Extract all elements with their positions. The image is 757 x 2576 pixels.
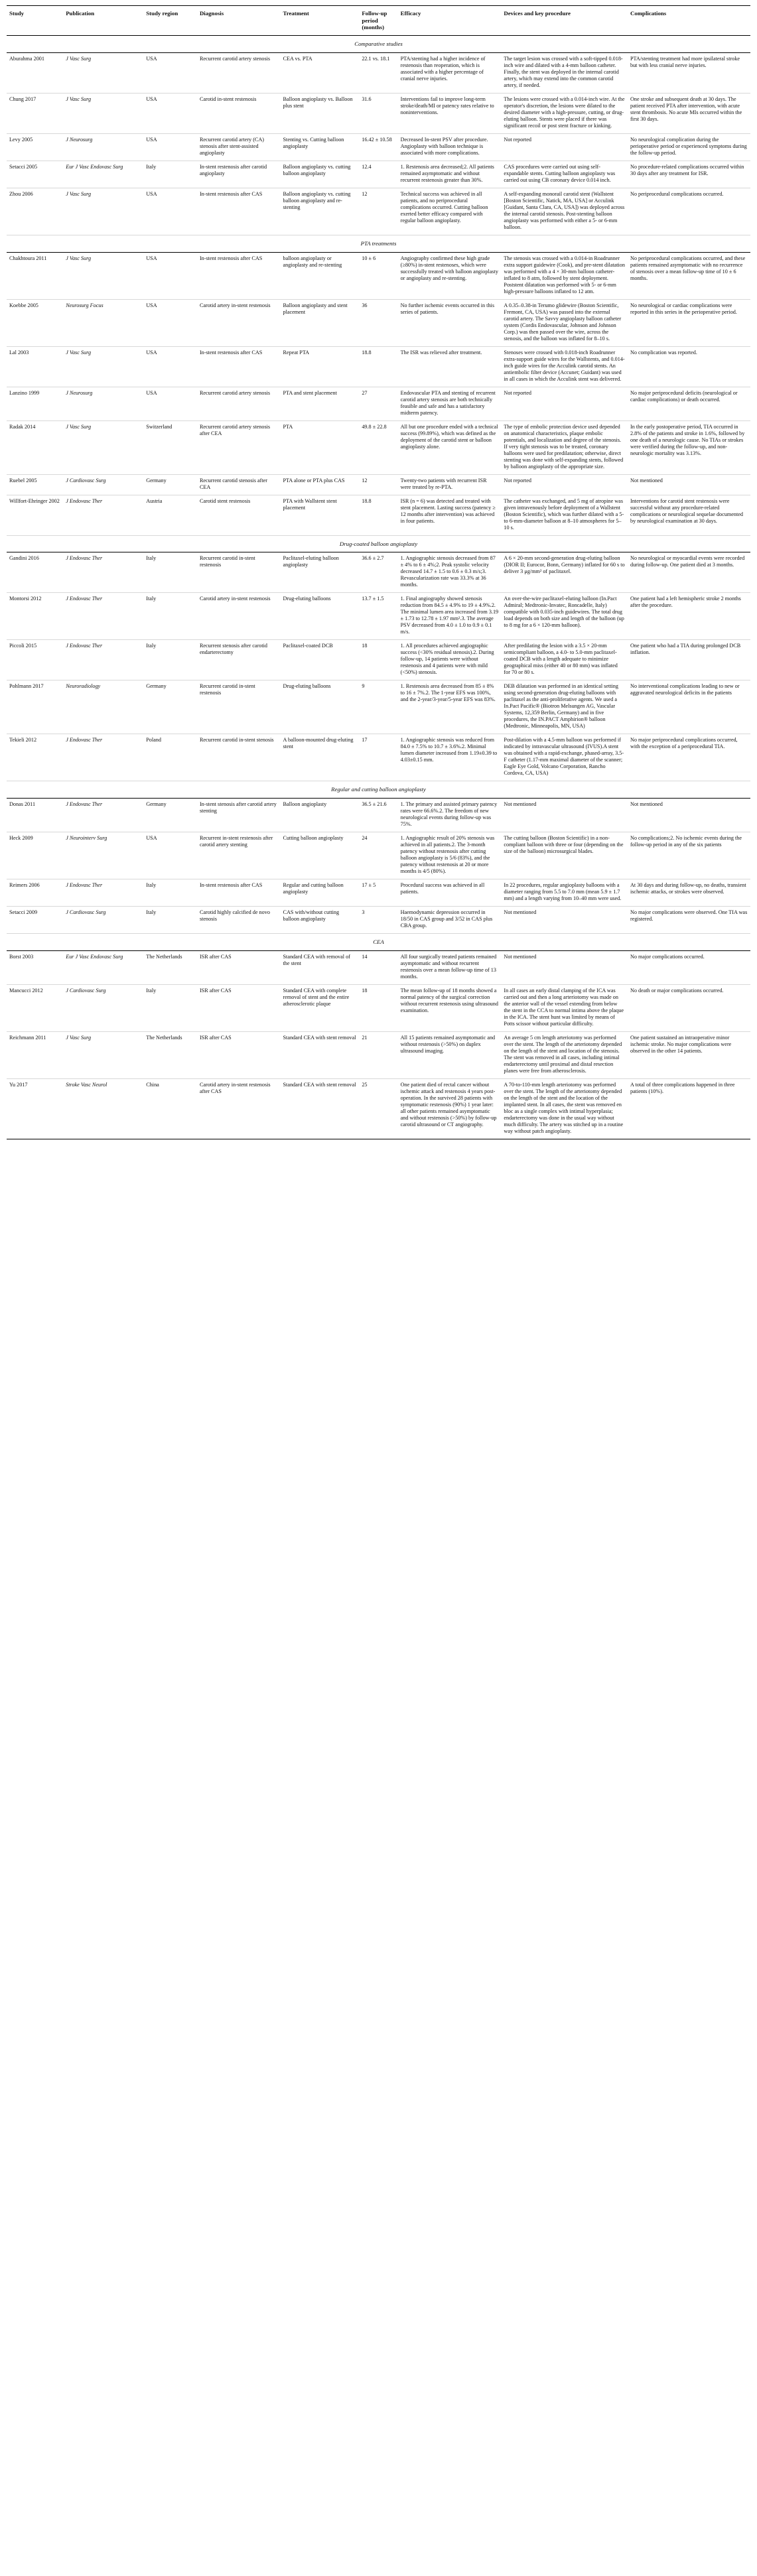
cell-devices: Not mentioned bbox=[501, 799, 628, 832]
cell-publication: J Endovasc Ther bbox=[63, 879, 143, 907]
table-row bbox=[7, 474, 750, 495]
cell-efficacy: 1. Angiographic stenosis was reduced from 84.0 ± 7.5% to 10.7 ± 3.6%.2. Minimal lumen diameter increased from 1.19±0.39 to 4.03±0.15 mm. bbox=[398, 734, 502, 781]
cell-followup: 31.6 bbox=[359, 93, 397, 133]
cell-devices: After predilating the lesion with a 3.5 × 20-mm semicompliant balloon, a 4.0- to 5.0-mm paclitaxel-coated DCB with a length adequate to minimize geographical miss (either 40 or 80 mm) was inflated for 70 or 80 s. bbox=[501, 640, 628, 680]
cell-efficacy: All but one procedure ended with a technical success (99.89%), which was defined as the deployment of the carotid stent or balloon angioplasty alone. bbox=[398, 420, 502, 474]
cell-devices: The type of embolic protection device used depended on anatomical characteristics, plaque embolic potentials, and localization and degree of the stenosis. If very tight stenosis was to be treated, coronary balloons were used for predilatation; otherwise, direct stenting was done with self-expanding stents, followed by balloon angioplasty of the appropriate size. bbox=[501, 420, 628, 474]
cell-complications: No procedure-related complications occurred within 30 days after any treatment for ISR. bbox=[628, 161, 750, 188]
cell-treatment: Balloon angioplasty and stent placement bbox=[281, 299, 360, 346]
cell-efficacy: No further ischemic events occurred in this series of patients. bbox=[398, 299, 502, 346]
cell-study: Zhou 2006 bbox=[7, 188, 63, 235]
cell-region: Italy bbox=[143, 593, 197, 640]
cell-diagnosis: Carotid artery in-stent restenosis after CAS bbox=[197, 1078, 281, 1139]
cell-devices: A 70-to-110-mm length arteriotomy was performed over the stent. The length of the arteriotomy depended on the length of the stent and the location of the implanted stent. In all cases, the stent was removed en bloc as a single complex with intimal hyperplasia; endarterectomy was done in the usual way without much difficulty. The artery was stitched up in a routine way without patch angioplasty. bbox=[501, 1078, 628, 1139]
table-row bbox=[7, 252, 750, 299]
cell-devices: The cutting balloon (Boston Scientific) in a non-compliant balloon with three or four (depending on the size of the balloon) microsurgical blades. bbox=[501, 832, 628, 879]
cell-efficacy: ISR (n = 6) was detected and treated with stent placement. Lasting success (patency ≥ 12 months after intervention) was achieved in four patients. bbox=[398, 495, 502, 535]
cell-study: Tekieli 2012 bbox=[7, 734, 63, 781]
cell-diagnosis: Recurrent carotid artery (CA) stenosis after stent-assisted angioplasty bbox=[197, 133, 281, 161]
cell-study: Koebbe 2005 bbox=[7, 299, 63, 346]
cell-complications: At 30 days and during follow-up, no deaths, transient ischemic attacks, or strokes were observed. bbox=[628, 879, 750, 907]
header-followup: Follow-up period (months) bbox=[359, 6, 397, 36]
cell-devices: Not reported bbox=[501, 133, 628, 161]
cell-efficacy: PTA/stenting had a higher incidence of restenosis than reoperation, which is associated with a higher percentage of cranial nerve injuries. bbox=[398, 52, 502, 93]
cell-region: USA bbox=[143, 299, 197, 346]
header-region: Study region bbox=[143, 6, 197, 36]
cell-complications: One stroke and subsequent death at 30 days. The patient received PTA after intervention, with acute stent thrombosis. No acute MIs occurred within the first 30 days. bbox=[628, 93, 750, 133]
cell-study: Lal 2003 bbox=[7, 346, 63, 387]
section-title: Regular and cutting balloon angioplasty bbox=[7, 781, 750, 799]
table-row bbox=[7, 907, 750, 934]
cell-devices: In 22 procedures, regular angioplasty balloons with a diameter ranging from 5.5 to 7.0 mm (mean 5.9 ± 1.7 mm) and a length varying from 10–40 mm were used. bbox=[501, 879, 628, 907]
cell-efficacy: 1. Final angiography showed stenosis reduction from 84.5 ± 4.9% to 19 ± 4.9%.2. The minimal lumen area increased from 3.19 ± 1.73 to 12.78 ± 1.97 mm².3. The average PSV decreased from 4.0 ± 1.0 to 0.9 ± 0.1 m/s. bbox=[398, 593, 502, 640]
evidence-table-page bbox=[7, 5, 750, 1139]
cell-study: Ruebel 2005 bbox=[7, 474, 63, 495]
cell-followup: 14 bbox=[359, 950, 397, 984]
cell-followup: 24 bbox=[359, 832, 397, 879]
cell-complications: Interventions for carotid stent restenosis were successful without any procedure-related complications or neurological sequelae documented by neurological examination at 30 days. bbox=[628, 495, 750, 535]
table-row bbox=[7, 1078, 750, 1139]
section-heading-row bbox=[7, 235, 750, 252]
cell-diagnosis: Recurrent stenosis after carotid endarterectomy bbox=[197, 640, 281, 680]
cell-followup: 18 bbox=[359, 984, 397, 1031]
cell-diagnosis: Carotid artery in-stent restenosis bbox=[197, 593, 281, 640]
cell-region: Italy bbox=[143, 879, 197, 907]
cell-diagnosis: Carotid artery in-stent restenosis bbox=[197, 299, 281, 346]
cell-study: Pohlmann 2017 bbox=[7, 680, 63, 734]
header-publication: Publication bbox=[63, 6, 143, 36]
cell-treatment: Regular and cutting balloon angioplasty bbox=[281, 879, 360, 907]
cell-devices: CAS procedures were carried out using self-expandable stents. Cutting balloon angioplasty was carried out using CB coronary device 0.014 inch. bbox=[501, 161, 628, 188]
cell-region: USA bbox=[143, 832, 197, 879]
cell-publication: Eur J Vasc Endovasc Surg bbox=[63, 161, 143, 188]
cell-region: Italy bbox=[143, 907, 197, 934]
cell-region: USA bbox=[143, 52, 197, 93]
cell-publication: J Vasc Surg bbox=[63, 252, 143, 299]
cell-followup: 12.4 bbox=[359, 161, 397, 188]
cell-complications: No neurological complication during the perioperative period or experienced symptoms during the follow-up period. bbox=[628, 133, 750, 161]
cell-diagnosis: Recurrent carotid stenosis after CEA bbox=[197, 474, 281, 495]
cell-devices: Not mentioned bbox=[501, 950, 628, 984]
cell-publication: J Endovasc Ther bbox=[63, 734, 143, 781]
cell-efficacy: All four surgically treated patients remained asymptomatic and without recurrent restenosis over a mean follow-up time of 13 months. bbox=[398, 950, 502, 984]
cell-publication: J Endovasc Ther bbox=[63, 799, 143, 832]
cell-publication: J Endovasc Ther bbox=[63, 640, 143, 680]
cell-publication: J Cardiovasc Surg bbox=[63, 984, 143, 1031]
cell-devices: Not reported bbox=[501, 474, 628, 495]
cell-diagnosis: Recurrent carotid in-stent restenosis bbox=[197, 552, 281, 593]
cell-region: USA bbox=[143, 346, 197, 387]
cell-diagnosis: In-stent restenosis after CAS bbox=[197, 188, 281, 235]
studies-table bbox=[7, 5, 750, 1139]
cell-treatment: PTA and stent placement bbox=[281, 387, 360, 420]
table-header bbox=[7, 6, 750, 36]
cell-followup: 36.6 ± 2.7 bbox=[359, 552, 397, 593]
cell-diagnosis: Recurrent carotid in-stent restenosis bbox=[197, 680, 281, 734]
cell-complications: One patient who had a TIA during prolonged DCB inflation. bbox=[628, 640, 750, 680]
cell-followup: 21 bbox=[359, 1031, 397, 1078]
section-heading-row bbox=[7, 535, 750, 552]
cell-followup: 12 bbox=[359, 188, 397, 235]
cell-efficacy: The mean follow-up of 18 months showed a normal patency of the surgical correction without recurrent restenosis using ultrasound examination. bbox=[398, 984, 502, 1031]
cell-diagnosis: In-stent stenosis after carotid artery stenting bbox=[197, 799, 281, 832]
cell-treatment: PTA alone or PTA plus CAS bbox=[281, 474, 360, 495]
cell-diagnosis: Recurrent carotid artery stenosis bbox=[197, 52, 281, 93]
cell-complications: A total of three complications happened in three patients (10%). bbox=[628, 1078, 750, 1139]
table-row bbox=[7, 799, 750, 832]
cell-diagnosis: Carotid highly calcified de novo stenosis bbox=[197, 907, 281, 934]
cell-complications: No major periprocedural complications occurred, with the exception of a periprocedural TIA. bbox=[628, 734, 750, 781]
cell-efficacy: 1. The primary and assisted primary patency rates were 66.6%.2. The freedom of new neurological events during follow-up was 75%. bbox=[398, 799, 502, 832]
cell-study: Heck 2009 bbox=[7, 832, 63, 879]
cell-complications: PTA/stenting treatment had more ipsilateral stroke but with less cranial nerve injuries. bbox=[628, 52, 750, 93]
table-row bbox=[7, 552, 750, 593]
cell-devices: The lesions were crossed with a 0.014-inch wire. At the operator's discretion, the lesions were dilated to the desired diameter with a high-pressure, cutting, or drug-eluting balloon. Stents were placed if there was significant recoil or post stent fracture or kinking. bbox=[501, 93, 628, 133]
cell-treatment: Balloon angioplasty bbox=[281, 799, 360, 832]
cell-complications: No death or major complications occurred. bbox=[628, 984, 750, 1031]
cell-publication: Eur J Vasc Endovasc Surg bbox=[63, 950, 143, 984]
cell-region: USA bbox=[143, 93, 197, 133]
cell-treatment: PTA with Wallstent stent placement bbox=[281, 495, 360, 535]
cell-region: Italy bbox=[143, 640, 197, 680]
cell-region: Germany bbox=[143, 680, 197, 734]
cell-efficacy: The ISR was relieved after treatment. bbox=[398, 346, 502, 387]
cell-diagnosis: In-stent restenosis after CAS bbox=[197, 346, 281, 387]
cell-treatment: A balloon-mounted drug-eluting stent bbox=[281, 734, 360, 781]
cell-complications: No neurological or myocardial events were recorded during follow-up. One patient died at 3 months. bbox=[628, 552, 750, 593]
cell-complications: One patient sustained an intraoperative minor ischemic stroke. No major complications were observed in the other 14 patients. bbox=[628, 1031, 750, 1078]
cell-publication: J Endovasc Ther bbox=[63, 552, 143, 593]
cell-devices: Stenoses were crossed with 0.018-inch Roadrunner extra-support guide wires for the Wallstents, and 0.014-inch guide wires for the Acculink carotid stents. An antiembolic filter device (Accunet; Guidant) was used in all cases in which the Acculink stent was delivered. bbox=[501, 346, 628, 387]
cell-region: USA bbox=[143, 188, 197, 235]
cell-devices: The stenosis was crossed with a 0.014-in Roadrunner extra support guidewire (Cook), and pre-stent dilatation was performed with a 4 × 30-mm balloon catheter-inflated to 8 atm, followed by stent deployment. Poststent dilatation was performed with 5- or 6-mm high-pressure balloons inflated to 12 atm. bbox=[501, 252, 628, 299]
table-row bbox=[7, 879, 750, 907]
cell-publication: J Neurointerv Surg bbox=[63, 832, 143, 879]
cell-treatment: Standard CEA with complete removal of stent and the entire atherosclerotic plaque bbox=[281, 984, 360, 1031]
table-row bbox=[7, 52, 750, 93]
cell-efficacy: One patient died of rectal cancer without ischemic attack and restenosis 4 years post-operation. In the survived 28 patients with symptomatic restenosis (90%) 1 year later: all other patients remained asymptomatic and without restenosis (>50%) by follow-up carotid ultrasound or CT angiography. bbox=[398, 1078, 502, 1139]
section-title: CEA bbox=[7, 934, 750, 951]
cell-efficacy: 1. Angiographic stenosis decreased from 87 ± 4% to 6 ± 4%;2. Peak systolic velocity decreased 14.7 ± 1.5 to 0.6 ± 0.3 m/s;3. Revascularization rate was 33.3% at 36 months. bbox=[398, 552, 502, 593]
cell-publication: J Neurosurg bbox=[63, 387, 143, 420]
cell-region: Germany bbox=[143, 799, 197, 832]
cell-study: Levy 2005 bbox=[7, 133, 63, 161]
table-row bbox=[7, 161, 750, 188]
cell-followup: 12 bbox=[359, 474, 397, 495]
cell-treatment: Drug-eluting balloons bbox=[281, 680, 360, 734]
cell-efficacy: Decreased In-stent PSV after procedure. Angioplasty with balloon technique is associated with more complications. bbox=[398, 133, 502, 161]
cell-region: Italy bbox=[143, 984, 197, 1031]
table-row bbox=[7, 950, 750, 984]
cell-followup: 13.7 ± 1.5 bbox=[359, 593, 397, 640]
cell-followup: 49.8 ± 22.8 bbox=[359, 420, 397, 474]
cell-treatment: Balloon angioplasty vs. cutting balloon angioplasty and re-stenting bbox=[281, 188, 360, 235]
cell-study: Willfort-Ehringer 2002 bbox=[7, 495, 63, 535]
cell-study: Montorsi 2012 bbox=[7, 593, 63, 640]
cell-publication: J Cardiovasc Surg bbox=[63, 907, 143, 934]
cell-study: Reichmann 2011 bbox=[7, 1031, 63, 1078]
cell-region: Germany bbox=[143, 474, 197, 495]
cell-complications: In the early postoperative period, TIA occurred in 2.8% of the patients and stroke in 1.6%, followed by one death of a neurologic cause. No TIAs or strokes were verified during the follow-up, and non-neurologic mortality was 3.13%. bbox=[628, 420, 750, 474]
cell-diagnosis: ISR after CAS bbox=[197, 1031, 281, 1078]
cell-publication: J Endovasc Ther bbox=[63, 593, 143, 640]
cell-followup: 18 bbox=[359, 640, 397, 680]
cell-treatment: CAS with/without cutting balloon angioplasty bbox=[281, 907, 360, 934]
cell-complications: No major complications were observed. One TIA was registered. bbox=[628, 907, 750, 934]
cell-devices: The catheter was exchanged, and 5 mg of atropine was given intravenously before deployment of a Wallstent (Boston Scientific), which was further dilated with a 5- to 6-mm-diameter balloon at 8–10 atmospheres for 5–10 s. bbox=[501, 495, 628, 535]
cell-diagnosis: Recurrent carotid in-stent stenosis bbox=[197, 734, 281, 781]
cell-diagnosis: In-stent restenosis after carotid angioplasty bbox=[197, 161, 281, 188]
cell-devices: A 6 × 20-mm second-generation drug-eluting balloon (DIOR II; Eurocor, Bonn, Germany) inflated for 60 s to deliver 3 μg/mm² of paclitaxel. bbox=[501, 552, 628, 593]
cell-complications: Not mentioned bbox=[628, 799, 750, 832]
table-row bbox=[7, 420, 750, 474]
cell-diagnosis: In-stent restenosis after CAS bbox=[197, 879, 281, 907]
cell-complications: One patient had a left hemispheric stroke 2 months after the procedure. bbox=[628, 593, 750, 640]
cell-publication: J Vasc Surg bbox=[63, 93, 143, 133]
cell-followup: 17 ± 5 bbox=[359, 879, 397, 907]
cell-diagnosis: ISR after CAS bbox=[197, 950, 281, 984]
cell-treatment: Paclitaxel-eluting balloon angioplasty bbox=[281, 552, 360, 593]
section-heading-row bbox=[7, 781, 750, 799]
table-body bbox=[7, 36, 750, 1139]
cell-complications: No periprocedural complications occurred, and these patients remained asymptomatic with no recurrence of stenosis over a mean follow-up time of 10 ± 6 months. bbox=[628, 252, 750, 299]
cell-diagnosis: Recurrent carotid artery stenosis after CEA bbox=[197, 420, 281, 474]
cell-publication: J Vasc Surg bbox=[63, 52, 143, 93]
cell-efficacy: Endovascular PTA and stenting of recurrent carotid artery stenosis are both technically feasible and safe and has a satisfactory midterm patency. bbox=[398, 387, 502, 420]
cell-devices: A 0.35–0.38-in Terumo glidewire (Boston Scientific, Fremont, CA, USA) was passed into the external carotid artery. The Savvy angioplasty balloon catheter system (Cordis Endovascular, Johnson and Johnson Corp.) was then passed over the wire, across the stenosis, and the balloon was inflated for 8–10 s. bbox=[501, 299, 628, 346]
cell-followup: 27 bbox=[359, 387, 397, 420]
cell-complications: No complication was reported. bbox=[628, 346, 750, 387]
cell-study: Piccoli 2015 bbox=[7, 640, 63, 680]
header-treatment: Treatment bbox=[281, 6, 360, 36]
cell-region: The Netherlands bbox=[143, 1031, 197, 1078]
header-row bbox=[7, 6, 750, 36]
cell-publication: J Endovasc Ther bbox=[63, 495, 143, 535]
cell-publication: J Neurosurg bbox=[63, 133, 143, 161]
cell-publication: Stroke Vasc Neurol bbox=[63, 1078, 143, 1139]
cell-region: The Netherlands bbox=[143, 950, 197, 984]
cell-followup: 22.1 vs. 18.1 bbox=[359, 52, 397, 93]
table-row bbox=[7, 832, 750, 879]
cell-followup: 25 bbox=[359, 1078, 397, 1139]
section-title: PTA treatments bbox=[7, 235, 750, 252]
cell-efficacy: Interventions fail to improve long-term stroke/death/MI or patency rates relative to noninterventions. bbox=[398, 93, 502, 133]
cell-devices: A self-expanding monorail carotid stent (Wallstent [Boston Scientific, Natick, MA, USA] or Acculink [Guidant, Santa Clara, CA, USA]) was deployed across the internal carotid stenosis. Post-stenting balloon angioplasty was performed with either a 5- or 6-mm balloon. bbox=[501, 188, 628, 235]
cell-publication: J Vasc Surg bbox=[63, 188, 143, 235]
cell-efficacy: 1. Restenosis area decreased from 85 ± 8% to 16 ± 7%.2. The 1-year EFS was 100%, and the 2-year/3-year/5-year EFS was 83%. bbox=[398, 680, 502, 734]
cell-followup: 18.8 bbox=[359, 346, 397, 387]
cell-treatment: Cutting balloon angioplasty bbox=[281, 832, 360, 879]
table-row bbox=[7, 188, 750, 235]
cell-region: China bbox=[143, 1078, 197, 1139]
cell-study: Donas 2011 bbox=[7, 799, 63, 832]
cell-treatment: Standard CEA with removal of the stent bbox=[281, 950, 360, 984]
cell-treatment: Standard CEA with stent removal bbox=[281, 1078, 360, 1139]
cell-devices: An over-the-wire paclitaxel-eluting balloon (In.Pact Admiral; Medtronic-Invatec, Roncadelle, Italy) compatible with 0.035-inch guidewires. The total drug load depends on both size and length of the balloon (up to 8 mg for a 6 × 120-mm balloon). bbox=[501, 593, 628, 640]
cell-followup: 10 ± 6 bbox=[359, 252, 397, 299]
cell-complications: No major periprocedural deficits (neurological or cardiac complications) or death occurred. bbox=[628, 387, 750, 420]
cell-devices: Not reported bbox=[501, 387, 628, 420]
table-row bbox=[7, 133, 750, 161]
cell-treatment: Paclitaxel-coated DCB bbox=[281, 640, 360, 680]
table-row bbox=[7, 346, 750, 387]
cell-treatment: Repeat PTA bbox=[281, 346, 360, 387]
cell-diagnosis: ISR after CAS bbox=[197, 984, 281, 1031]
cell-efficacy: Haemodynamic depression occurred in 18/50 in CAS group and 3/52 in CAS plus CBA group. bbox=[398, 907, 502, 934]
table-row bbox=[7, 984, 750, 1031]
table-row bbox=[7, 93, 750, 133]
table-row bbox=[7, 734, 750, 781]
table-row bbox=[7, 387, 750, 420]
cell-efficacy: 1. All procedures achieved angiographic success (<30% residual stenosis).2. During follow-up, 14 patients were without restenosis and 4 patients were with mild (<50%) stenosis. bbox=[398, 640, 502, 680]
cell-study: Aburahma 2001 bbox=[7, 52, 63, 93]
cell-efficacy: Technical success was achieved in all patients, and no periprocedural complications occurred. Cutting balloon exerted better efficacy compared with regular balloon angioplasty. bbox=[398, 188, 502, 235]
cell-publication: Neuroradiology bbox=[63, 680, 143, 734]
cell-followup: 17 bbox=[359, 734, 397, 781]
cell-diagnosis: Recurrent in-stent restenosis after carotid artery stenting bbox=[197, 832, 281, 879]
cell-complications: No complications;2. No ischemic events during the follow-up period in any of the six patients bbox=[628, 832, 750, 879]
cell-diagnosis: Carotid in-stent restenosis bbox=[197, 93, 281, 133]
section-heading-row bbox=[7, 934, 750, 951]
cell-complications: No periprocedural complications occurred. bbox=[628, 188, 750, 235]
header-complications: Complications bbox=[628, 6, 750, 36]
cell-study: Radak 2014 bbox=[7, 420, 63, 474]
cell-devices: In all cases an early distal clamping of the ICA was carried out and then a long arteriotomy was made on the anterior wall of the vessel extending from below the stent in the CCA to normal intima above the plaque in the ICA. The stent hunt was limited by means of Potts scissor without particular difficulty. bbox=[501, 984, 628, 1031]
cell-region: Poland bbox=[143, 734, 197, 781]
header-efficacy: Efficacy bbox=[398, 6, 502, 36]
table-row bbox=[7, 640, 750, 680]
cell-region: USA bbox=[143, 133, 197, 161]
cell-efficacy: Twenty-two patients with recurrent ISR were treated by re-PTA. bbox=[398, 474, 502, 495]
table-row bbox=[7, 1031, 750, 1078]
table-row bbox=[7, 495, 750, 535]
cell-efficacy: 1. Angiographic result of 20% stenosis was achieved in all patients.2. The 3-month patency without restenosis after cutting balloon angioplasty is 5/6 (83%), and the patency without restenosis at 20 or more months is 4/5 (80%). bbox=[398, 832, 502, 879]
header-devices: Devices and key procedure bbox=[501, 6, 628, 36]
cell-study: Lanzino 1999 bbox=[7, 387, 63, 420]
cell-study: Chakhtoura 2011 bbox=[7, 252, 63, 299]
cell-treatment: CEA vs. PTA bbox=[281, 52, 360, 93]
cell-diagnosis: Carotid stent restenosis bbox=[197, 495, 281, 535]
cell-diagnosis: Recurrent carotid artery stenosis bbox=[197, 387, 281, 420]
cell-treatment: balloon angioplasty or angioplasty and re-stenting bbox=[281, 252, 360, 299]
cell-complications: No neurological or cardiac complications were reported in this series in the perioperative period. bbox=[628, 299, 750, 346]
cell-efficacy: Angiography confirmed these high grade (≥80%) in-stent restenoses, which were successfully treated with balloon angioplasty or angioplasty and re-stenting. bbox=[398, 252, 502, 299]
cell-study: Setacci 2009 bbox=[7, 907, 63, 934]
cell-complications: Not mentioned bbox=[628, 474, 750, 495]
cell-followup: 3 bbox=[359, 907, 397, 934]
cell-region: USA bbox=[143, 387, 197, 420]
table-row bbox=[7, 299, 750, 346]
cell-region: Italy bbox=[143, 161, 197, 188]
cell-study: Gandini 2016 bbox=[7, 552, 63, 593]
cell-efficacy: 1. Restenosis area decreased;2. All patients remained asymptomatic and without recurrent restenosis greater than 30%. bbox=[398, 161, 502, 188]
cell-study: Chung 2017 bbox=[7, 93, 63, 133]
cell-efficacy: Procedural success was achieved in all patients. bbox=[398, 879, 502, 907]
cell-region: USA bbox=[143, 252, 197, 299]
section-title: Drug-coated balloon angioplasty bbox=[7, 535, 750, 552]
cell-complications: No major complications occurred. bbox=[628, 950, 750, 984]
cell-treatment: Standard CEA with stent removal bbox=[281, 1031, 360, 1078]
cell-devices: The target lesion was crossed with a soft-tipped 0.018-inch wire and dilated with a 4-mm balloon catheter. Finally, the stent was deployed in the internal carotid artery, which may extend into the common carotid artery, if needed. bbox=[501, 52, 628, 93]
cell-study: Borst 2003 bbox=[7, 950, 63, 984]
cell-study: Reimers 2006 bbox=[7, 879, 63, 907]
cell-devices: Post-dilation with a 4.5-mm balloon was performed if indicated by intravascular ultrasound (IVUS).A stent was obtained with a rapid-exchange, phased-array, 3.5-F catheter (1.17-mm maximal diameter of the scanner; Eagle Eye Gold, Volcano Corporation, Rancho Cordova, CA, USA) bbox=[501, 734, 628, 781]
cell-followup: 36.5 ± 21.6 bbox=[359, 799, 397, 832]
table-row bbox=[7, 593, 750, 640]
cell-study: Setacci 2005 bbox=[7, 161, 63, 188]
cell-devices: Not mentioned bbox=[501, 907, 628, 934]
cell-treatment: Drug-eluting balloons bbox=[281, 593, 360, 640]
cell-followup: 36 bbox=[359, 299, 397, 346]
cell-followup: 18.8 bbox=[359, 495, 397, 535]
header-study: Study bbox=[7, 6, 63, 36]
cell-publication: J Vasc Surg bbox=[63, 346, 143, 387]
cell-region: Austria bbox=[143, 495, 197, 535]
cell-diagnosis: In-stent restenosis after CAS bbox=[197, 252, 281, 299]
section-heading-row bbox=[7, 36, 750, 53]
cell-region: Switzerland bbox=[143, 420, 197, 474]
cell-treatment: PTA bbox=[281, 420, 360, 474]
header-diagnosis: Diagnosis bbox=[197, 6, 281, 36]
cell-publication: J Vasc Surg bbox=[63, 420, 143, 474]
cell-region: Italy bbox=[143, 552, 197, 593]
cell-complications: No interventional complications leading to new or aggravated neurological deficits in the patients bbox=[628, 680, 750, 734]
cell-treatment: Balloon angioplasty vs. Balloon plus stent bbox=[281, 93, 360, 133]
cell-treatment: Stenting vs. Cutting balloon angioplasty bbox=[281, 133, 360, 161]
cell-efficacy: All 15 patients remained asymptomatic and without restenosis (>50%) on duplex ultrasound imaging. bbox=[398, 1031, 502, 1078]
cell-devices: An average 5 cm length arteriotomy was performed over the stent. The length of the arteriotomy depended on the length of the stent and location of the stenosis. The stent was removed in all cases, including intimal endarterectomy until proximal and distal resection planes were free from atherosclerosis. bbox=[501, 1031, 628, 1078]
table-row bbox=[7, 680, 750, 734]
cell-publication: J Cardiovasc Surg bbox=[63, 474, 143, 495]
cell-devices: DEB dilatation was performed in an identical setting using second-generation drug-eluting balloons with paclitaxel as the anti-proliferative agents. We used a In.Pact Pacific® (Biotron Melsungen AG, Vascular Systems, 12,359 Berlin, Germany) and in five procedures, the IN.PACT Amphirion® balloon (Medtronic, Minneapolis, MN, USA) bbox=[501, 680, 628, 734]
cell-treatment: Balloon angioplasty vs. cutting balloon angioplasty bbox=[281, 161, 360, 188]
section-title: Comparative studies bbox=[7, 36, 750, 53]
cell-followup: 16.42 ± 10.58 bbox=[359, 133, 397, 161]
cell-study: Yu 2017 bbox=[7, 1078, 63, 1139]
cell-followup: 9 bbox=[359, 680, 397, 734]
cell-study: Mancucci 2012 bbox=[7, 984, 63, 1031]
cell-publication: J Vasc Surg bbox=[63, 1031, 143, 1078]
cell-publication: Neurosurg Focus bbox=[63, 299, 143, 346]
